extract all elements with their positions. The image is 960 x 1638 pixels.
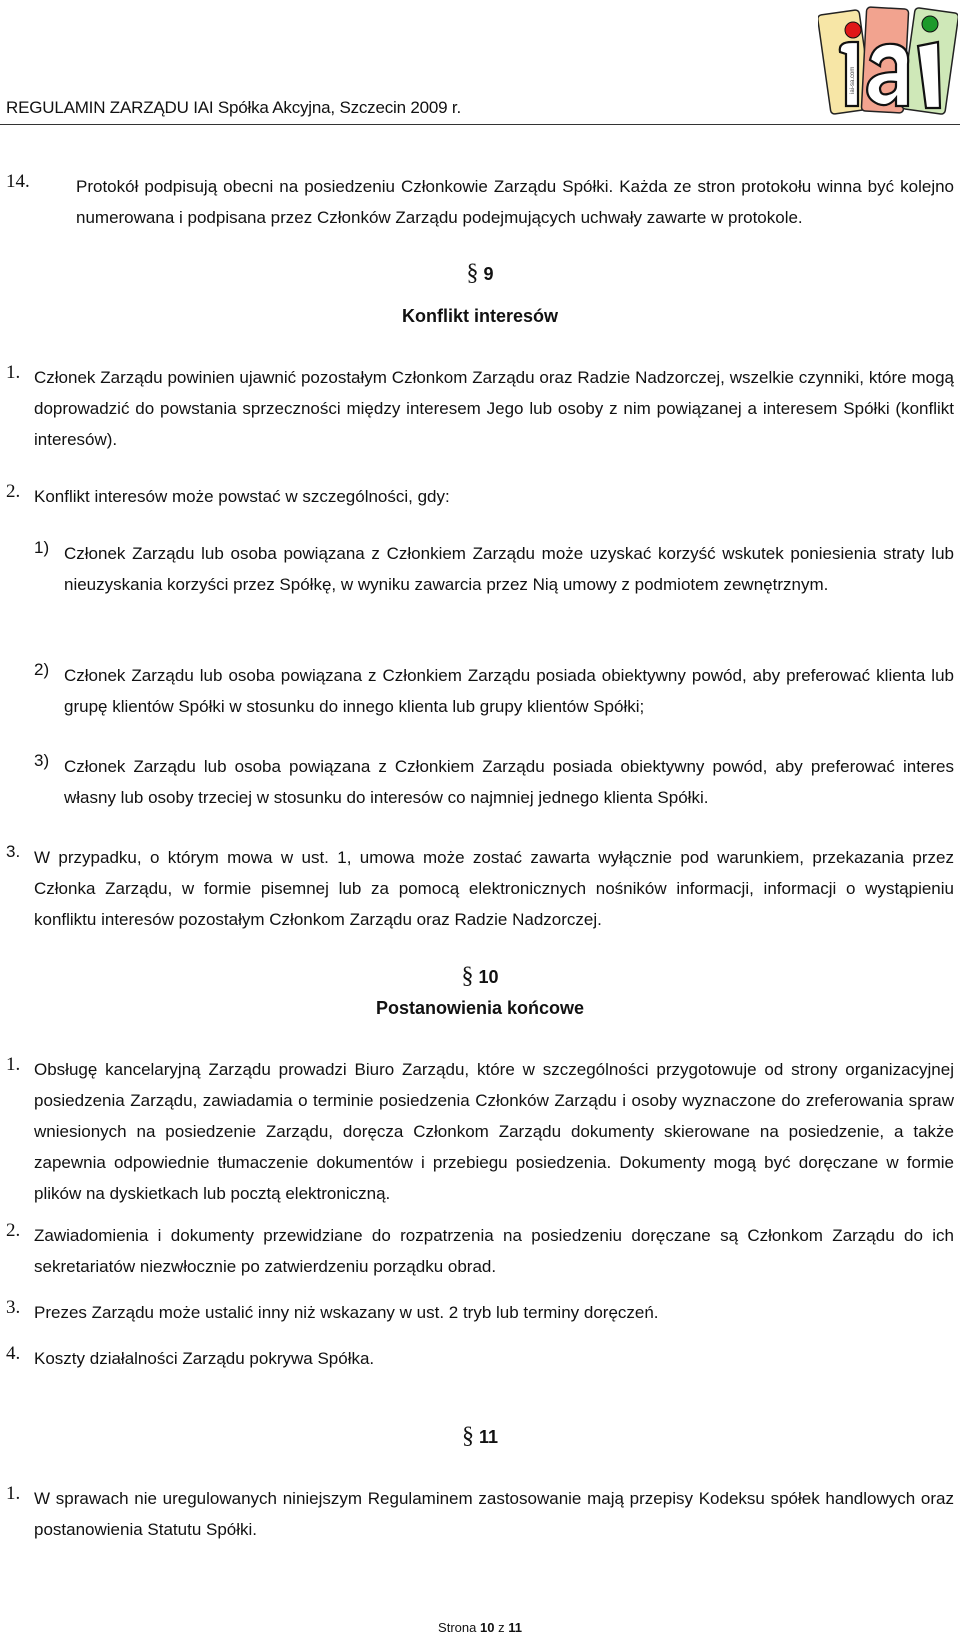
item-number: 14.: [6, 171, 30, 192]
section-10-title: Postanowienia końcowe: [375, 998, 585, 1018]
paragraph-text: Koszty działalności Zarządu pokrywa Spółka.: [34, 1349, 375, 1368]
current-page: 10: [479, 1620, 495, 1635]
section-10-item-3: [6, 1297, 954, 1328]
item-number: 2.: [6, 1220, 21, 1241]
page-footer: Strona 10 z 11: [438, 1620, 522, 1635]
total-pages: 11: [508, 1620, 522, 1635]
section-9-number: § 9: [466, 260, 494, 286]
subitem-number: 1): [34, 538, 50, 557]
paragraph-text: Zawiadomienia i dokumenty przewidziane do rozpatrzenia na posiedzeniu doręczane są Członkom Zarządu do ich sekretariatów niezwłocznie po zatwierdzeniu porządku obrad.: [34, 1226, 954, 1276]
section-sign: §: [461, 963, 474, 989]
subitem-number: 3): [34, 751, 50, 770]
section-9-item-1: [6, 362, 954, 455]
item-number: 1.: [6, 362, 21, 383]
section-sign: §: [461, 1423, 474, 1449]
item-number: 1.: [6, 1483, 21, 1504]
header-title: REGULAMIN ZARZĄDU IAI Spółka Akcyjna, Szczecin 2009 r.: [6, 98, 461, 117]
item-number: 2.: [6, 481, 21, 502]
paragraph-text: Członek Zarządu lub osoba powiązana z Członkiem Zarządu może uzyskać korzyść wskutek poniesienia straty lub nieuzyskania korzyści przez Spółkę, w wyniku zawarcia przez Nią umowy z podmiotem zewnętrznym.: [64, 544, 954, 594]
subitem-number: 2): [34, 660, 50, 679]
section-11-item-1: [6, 1483, 954, 1545]
section-11-number: § 11: [461, 1423, 499, 1449]
iai-logo: [818, 2, 958, 120]
section-10-item-4: [6, 1343, 954, 1374]
section-sign: §: [466, 260, 479, 286]
section-9-item-3: [6, 842, 954, 935]
section-9-title: Konflikt interesów: [401, 306, 558, 326]
paragraph-text: Członek Zarządu powinien ujawnić pozostałym Członkom Zarządu oraz Radzie Nadzorczej, wszelkie czynniki, które mogą doprowadzić do powstania sprzeczności między interesem Jego lub osoby z nim powiązanej a interesem Spółki (konflikt interesów).: [34, 368, 954, 449]
paragraph-14: [6, 171, 954, 233]
paragraph-text: Członek Zarządu lub osoba powiązana z Członkiem Zarządu posiada obiektywny powód, aby preferować interes własny lub osoby trzeciej w stosunku do interesów co najmniej jednego klienta Spółki.: [64, 757, 954, 807]
item-number: 3.: [6, 1297, 21, 1318]
section-10-number: § 10: [461, 963, 499, 989]
item-number: 1.: [6, 1054, 21, 1075]
section-10-item-1: [6, 1054, 954, 1209]
header-divider: [0, 124, 960, 125]
item-number: 4.: [6, 1343, 21, 1364]
section-9-subitem-3: [64, 751, 954, 813]
paragraph-text: W sprawach nie uregulowanych niniejszym Regulaminem zastosowanie mają przepisy Kodeksu spółek handlowych oraz postanowienia Statutu Spółki.: [34, 1489, 954, 1539]
paragraph-text: Konflikt interesów może powstać w szczególności, gdy:: [34, 487, 450, 506]
paragraph-text: Protokół podpisują obecni na posiedzeniu Członkowie Zarządu Spółki. Każda ze stron protokołu winna być kolejno numerowana i podpisana przez Członków Zarządu podejmujących uchwały zawarte w protokole.: [76, 177, 954, 227]
paragraph-text: Prezes Zarządu może ustalić inny niż wskazany w ust. 2 tryb lub terminy doręczeń.: [34, 1303, 659, 1322]
paragraph-text: W przypadku, o którym mowa w ust. 1, umowa może zostać zawarta wyłącznie pod warunkiem, przekazania przez Członka Zarządu, w formie pisemnej lub za pomocą elektronicznych nośników informacji, informacji o wystąpieniu konfliktu interesów pozostałym Członkom Zarządu oraz Radzie Nadzorczej.: [34, 848, 954, 929]
paragraph-text: Członek Zarządu lub osoba powiązana z Członkiem Zarządu posiada obiektywny powód, aby preferować klienta lub grupę klientów Spółki w stosunku do innego klienta lub grupy klientów Spółki;: [64, 666, 954, 716]
section-9-item-2: [6, 481, 954, 512]
section-9-subitem-2: [64, 660, 954, 722]
paragraph-text: Obsługę kancelaryjną Zarządu prowadzi Biuro Zarządu, które w szczególności przygotowuje od strony organizacyjnej posiedzenia Zarządu, zawiadamia o terminie posiedzenia Członków Zarządu i osoby wyznaczone do zreferowania spraw wniesionych na posiedzenie Zarządu, doręcza Członkom Zarządu dokumenty skierowane na posiedzenie, a także zapewnia odpowiednie tłumaczenie dokumentów i przebiegu posiedzenia. Dokumenty mogą być doręczane w formie plików na dyskietkach lub pocztą elektroniczną.: [34, 1060, 954, 1203]
logo-small-text: iai-sa.com: [850, 66, 856, 94]
item-number: 3.: [6, 842, 21, 861]
section-9-subitem-1: [64, 538, 954, 600]
section-10-item-2: [6, 1220, 954, 1282]
